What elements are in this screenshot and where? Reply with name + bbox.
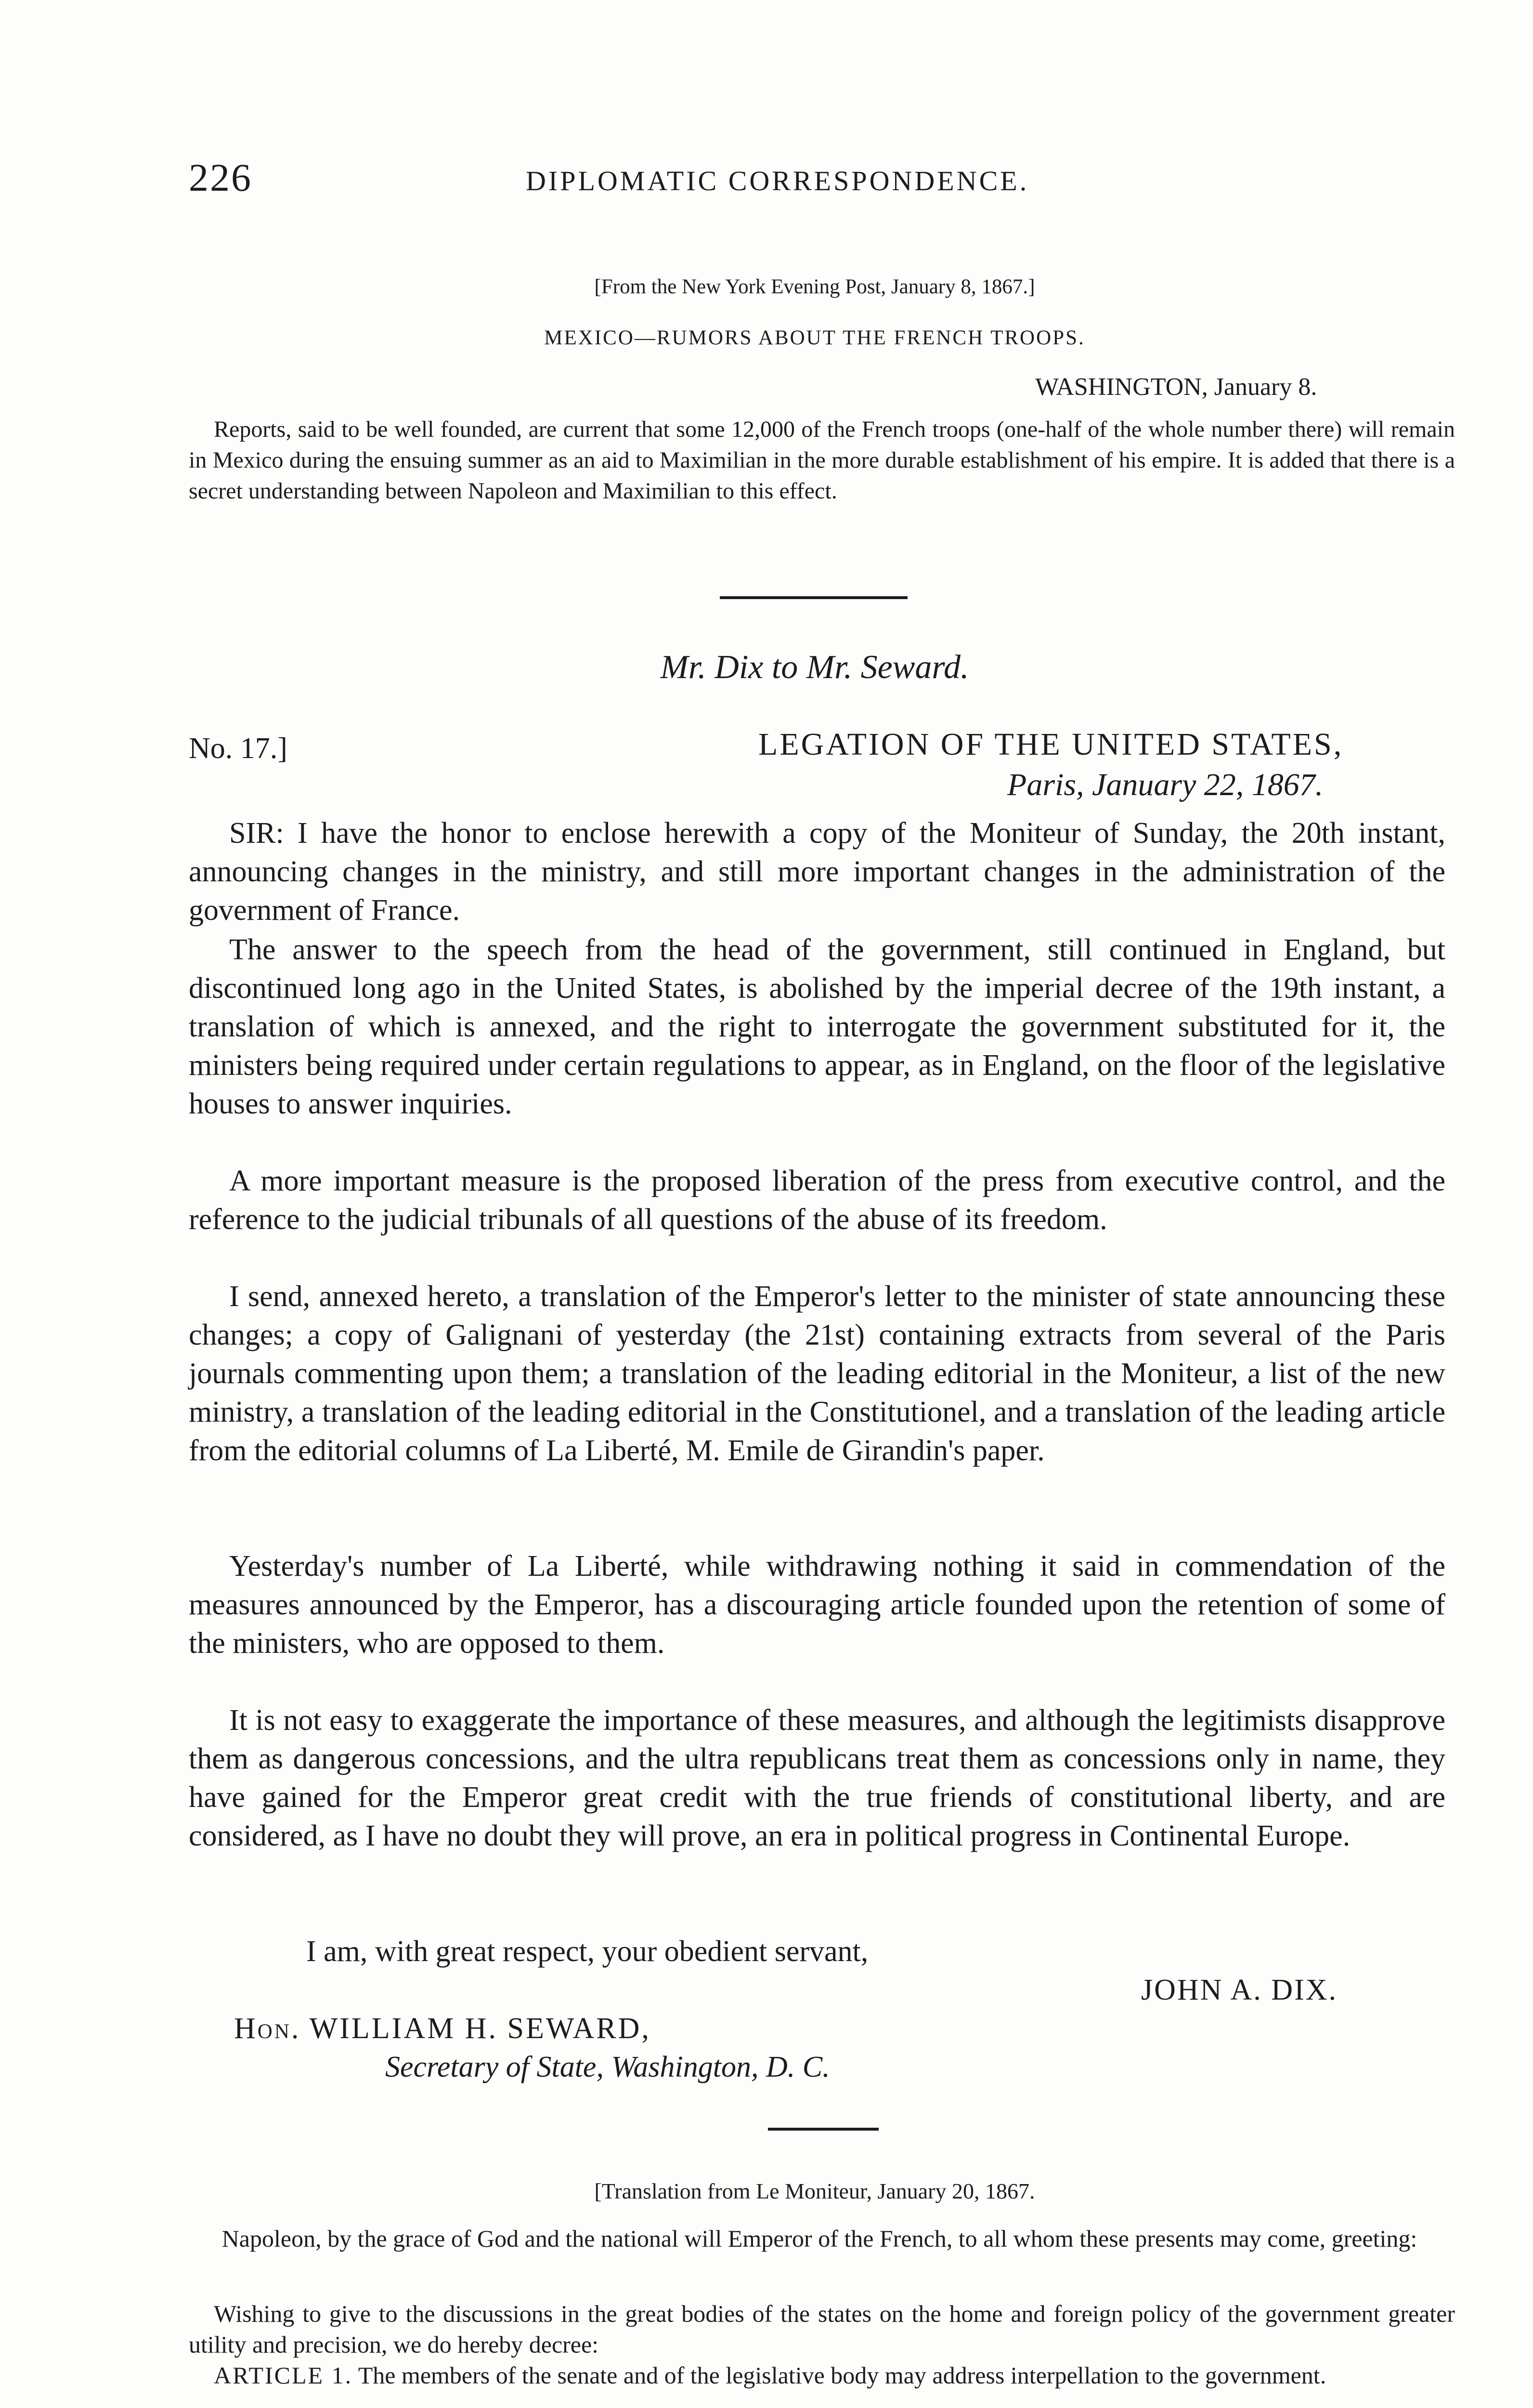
page-header	[189, 155, 1152, 208]
clipping-dateline: WASHINGTON, January 8.	[1035, 373, 1317, 401]
separator-rule	[720, 596, 908, 599]
translation-source: [Translation from Le Moniteur, January 20, 1867.	[594, 2179, 1035, 2203]
article-label: ARTICLE 1.	[214, 2362, 353, 2389]
letter-paragraph-5: Yesterday's number of La Liberté, while withdrawing nothing it said in commendation of the measures announced by the Emperor, has a discouraging article founded upon the retention of some of the ministers, who are opposed to them.	[189, 1550, 1445, 1660]
decree-intro: Wishing to give to the discussions in the great bodies of the states on the home and foreign policy of the government greater utility and precision, we do hereby decree:	[189, 2300, 1455, 2358]
clipping-source: [From the New York Evening Post, January 8, 1867.]	[594, 275, 1035, 298]
letter-paragraph-2: The answer to the speech from the head of the government, still continued in England, but discontinued long ago in the United States, is abolished by the imperial decree of the 19th instant, a translation of which is annexed, and the right to interrogate the government substituted for it, the ministers being required under certain regulations to appear, as in England, on the floor of the legislative houses to answer inquiries.	[189, 933, 1445, 1120]
page-number: 226	[189, 156, 252, 199]
letter-paragraph-4: I send, annexed hereto, a translation of the Emperor's letter to the minister of state announcing these changes; a copy of Galignani of yesterday (the 21st) containing extracts from several of the Paris journals commenting upon them; a translation of the leading editorial in the Moniteur, a list of the new ministry, a translation of the leading editorial in the Constitutionel, and a translation of the leading article from the editorial columns of La Liberté, M. Emile de Girandin's paper.	[189, 1280, 1445, 1467]
legation-heading: LEGATION OF THE UNITED STATES,	[758, 727, 1344, 762]
letter-paragraph-1: SIR: I have the honor to enclose herewith a copy of the Moniteur of Sunday, the 20th instant, announcing changes in the ministry, and still more important changes in the administration of the government of France.	[189, 817, 1445, 927]
clipping-headline: MEXICO—RUMORS ABOUT THE FRENCH TROOPS.	[544, 327, 1085, 349]
addressee-title: Secretary of State, Washington, D. C.	[385, 2051, 830, 2083]
letter-number: No. 17.]	[189, 732, 287, 765]
article-text: The members of the senate and of the legislative body may address interpellation to the government.	[358, 2362, 1326, 2389]
separator-rule-short	[768, 2128, 879, 2131]
running-head: DIPLOMATIC CORRESPONDENCE.	[526, 165, 1029, 196]
translation-preamble: Napoleon, by the grace of God and the national will Emperor of the French, to all whom these presents may come, greeting:	[221, 2225, 1417, 2252]
letter-paragraph-3: A more important measure is the proposed liberation of the press from executive control, and the reference to the judicial tribunals of all questions of the abuse of its freedom.	[189, 1165, 1445, 1236]
letter-closing: I am, with great respect, your obedient servant,	[306, 1935, 869, 1968]
decree-article-1	[189, 2360, 1455, 2391]
clipping-text: Reports, said to be well founded, are current that some 12,000 of the French troops (one-half of the whole number there) will remain in Mexico during the ensuing summer as an aid to Maximilian in the more durable establishment of his empire. It is added that there is a secret understanding between Napoleon and Maximilian to this effect.	[189, 417, 1455, 504]
letter-title: Mr. Dix to Mr. Seward.	[660, 649, 969, 686]
place-and-date: Paris, January 22, 1867.	[1007, 767, 1324, 802]
letter-signature: JOHN A. DIX.	[1141, 1974, 1338, 2006]
addressee: Hon. WILLIAM H. SEWARD,	[234, 2012, 651, 2045]
letter-paragraph-6: It is not easy to exaggerate the importance of these measures, and although the legitimists disapprove them as dangerous concessions, and the ultra republicans treat them as concessions only in name, they have gained for the Emperor great credit with the true friends of constitutional liberty, and are considered, as I have no doubt they will prove, an era in political progress in Continental Europe.	[189, 1704, 1445, 1852]
